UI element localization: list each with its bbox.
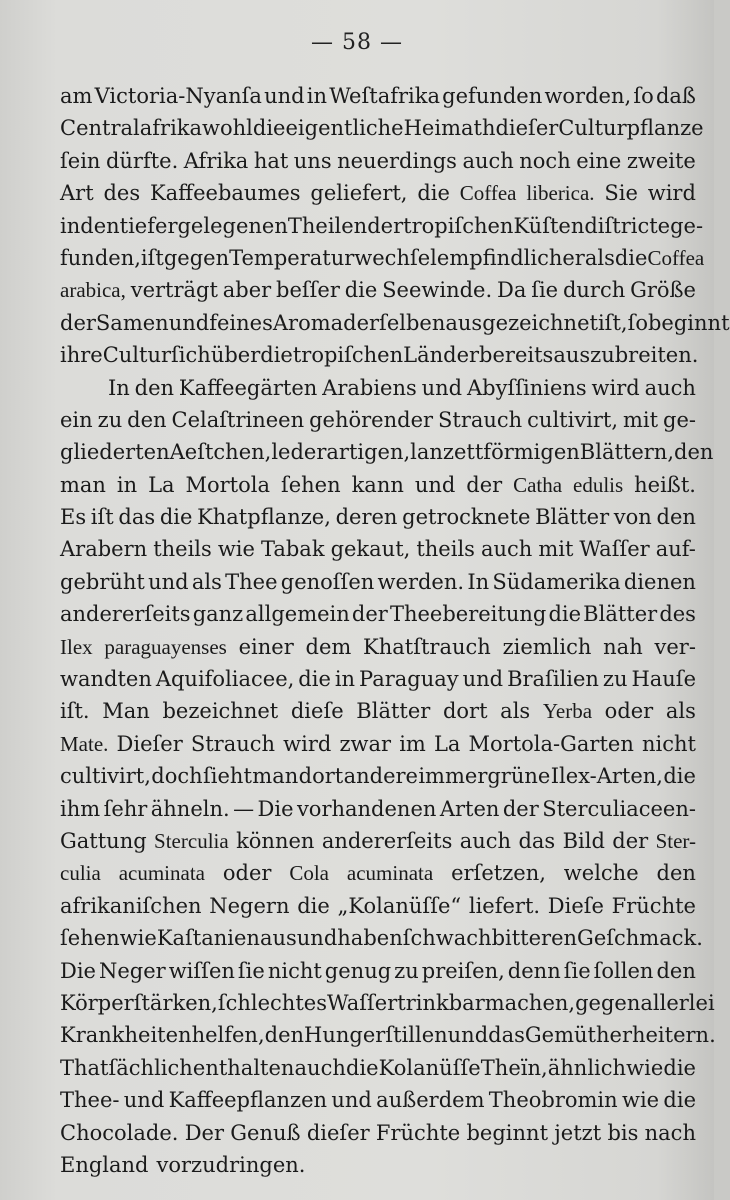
text-line: Arabern theils wie Tabak gekaut, theils auch mit Waſſer auf- bbox=[60, 537, 696, 562]
text-line: am Victoria-Nyanſa und in Weſtafrika gefunden worden, ſo daß bbox=[60, 84, 696, 108]
text-line: funden, iſt gegen Temperaturwechſel empfindlicher als die Coffea bbox=[60, 245, 705, 270]
text-line: in den tiefer gelegenen Theilen der tropiſchen Küſtendiſtricte ge- bbox=[60, 213, 704, 238]
text-line: wandten Aquifoliacee, die in Paraguay und Braſilien zu Hauſe bbox=[60, 667, 696, 692]
text-line: Centralafrika wohl die eigentliche Heimath dieſer Culturpflanze bbox=[60, 116, 704, 141]
text-line: Ilex paraguayenses einer dem Khatſtrauch ziemlich nah ver- bbox=[60, 634, 696, 659]
text-line: andererſeits ganz allgemein der Theebereitung die Blätter des bbox=[60, 602, 696, 627]
text-line: Körper ſtärken, ſchlechtes Waſſer trinkbar machen, gegen allerlei bbox=[60, 990, 715, 1015]
text-line: England vorzudringen. bbox=[60, 1152, 306, 1177]
text-line: Krankheiten helfen, den Hunger ſtillen und das Gemüth erheitern. bbox=[60, 1023, 716, 1048]
text-line: Die Neger wiſſen ſie nicht genug zu preiſen, denn ſie ſollen den bbox=[60, 958, 696, 983]
text-line: Mate. Dieſer Strauch wird zwar im La Mortola-Garten nicht bbox=[60, 731, 696, 756]
text-line: gebrüht und als Thee genoſſen werden. In Südamerika dienen bbox=[60, 569, 696, 594]
text-line: ſehen wie Kaſtanien aus und haben ſchwach bitteren Geſchmack. bbox=[60, 926, 703, 951]
text-line: Thatſächlich enthalten auch die Kolanüſſe Theïn, ähnlich wie die bbox=[60, 1055, 696, 1080]
text-line: Gattung Sterculia können andererſeits auch das Bild der Ster- bbox=[60, 828, 696, 853]
body-text bbox=[60, 80, 730, 1181]
text-line: afrikaniſchen Negern die „Kolanüſſe“ liefert. Dieſe Früchte bbox=[60, 893, 696, 918]
text-line: arabica, verträgt aber beſſer die Seewinde. Da ſie durch Größe bbox=[60, 278, 696, 303]
text-line: ihre Cultur ſich über die tropiſchen Länder bereits auszubreiten. bbox=[60, 343, 699, 368]
page-number: — 58 — bbox=[311, 30, 403, 55]
text-line: Chocolade. Der Genuß dieſer Früchte beginnt jetzt bis nach bbox=[60, 1120, 696, 1145]
text-line: iſt. Man bezeichnet dieſe Blätter dort als Yerba oder als bbox=[60, 699, 696, 724]
text-line: Es iſt das die Khatpflanze, deren getrocknete Blätter von den bbox=[60, 505, 696, 530]
text-line: In den Kaffeegärten Arabiens und Abyſſiniens wird auch bbox=[108, 375, 696, 400]
text-line: culia acuminata oder Cola acuminata erſetzen, welche den bbox=[60, 861, 696, 886]
text-line: ihm ſehr ähneln. — Die vorhandenen Arten der Sterculiaceen- bbox=[60, 796, 696, 821]
text-line: cultivirt, doch ſieht man dort andere immergrüne Ilex-Arten, die bbox=[60, 764, 696, 789]
text-line: Art des Kaffeebaumes geliefert, die Coffea liberica. Sie wird bbox=[60, 181, 696, 206]
text-line: ſein dürfte. Afrika hat uns neuerdings auch noch eine zweite bbox=[60, 148, 696, 173]
text-line: Thee- und Kaffeepflanzen und außerdem Theobromin wie die bbox=[60, 1088, 696, 1113]
text-line: man in La Mortola ſehen kann und der Catha edulis heißt. bbox=[60, 472, 696, 497]
text-line: ein zu den Celaſtrineen gehörender Strauch cultivirt, mit ge- bbox=[60, 407, 696, 432]
text-line: der Samen und feines Aroma derſelben ausgezeichnet iſt, ſo beginnt bbox=[60, 310, 730, 335]
text-line: gliederten Aeſtchen, lederartigen, lanzettförmigen Blättern, den bbox=[60, 440, 714, 465]
